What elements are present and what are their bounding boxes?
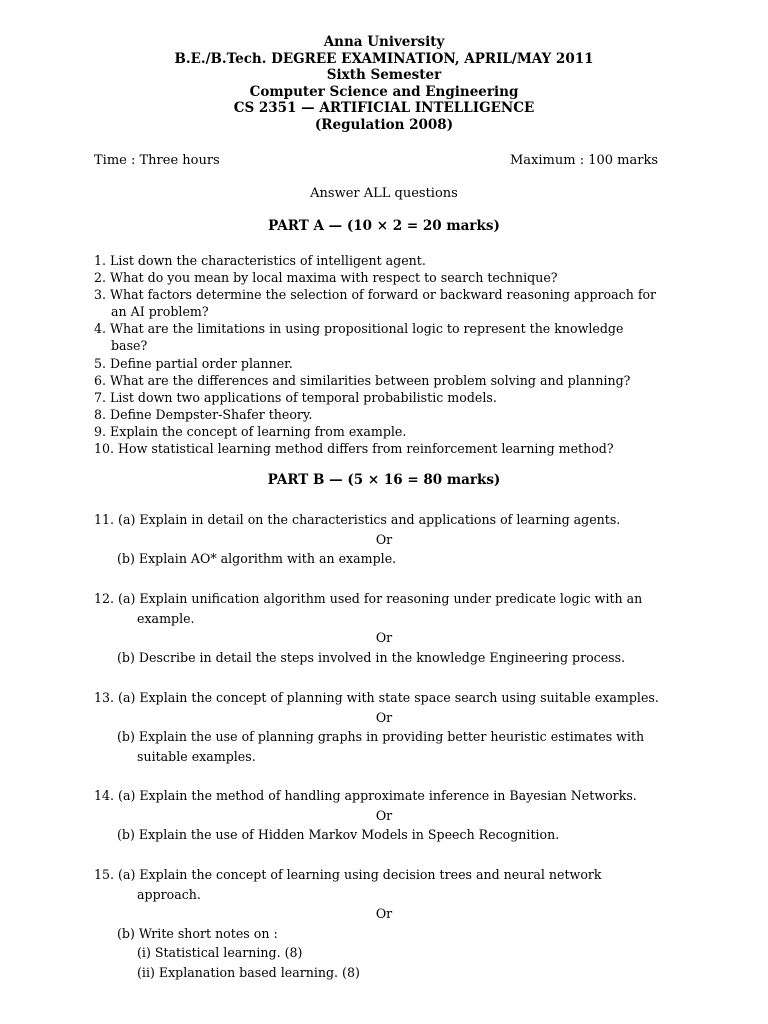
question-line: (b) Explain the use of Hidden Markov Models in Speech Recognition. (117, 827, 560, 842)
question-line: 5. Define partial order planner. (94, 355, 293, 371)
part-a-questions (94, 252, 694, 457)
question-line: 11. (a) Explain in detail on the characteristics and applications of learning agents. (94, 512, 621, 527)
question-line: 1. List down the characteristics of intelligent agent. (94, 253, 426, 268)
exam-header (0, 34, 768, 134)
question-line: (b) Explain the use of planning graphs in providing better heuristic estimates with (117, 729, 645, 744)
maximum-marks: Maximum : 100 marks (509, 153, 658, 168)
question-13 (0, 688, 768, 766)
part-a-title: PART A — (10 × 2 = 20 marks) (268, 218, 500, 234)
question-line: 9. Explain the concept of learning from example. (94, 423, 407, 439)
question-11 (0, 510, 768, 569)
semester: Sixth Semester (326, 67, 442, 84)
instruction: Answer ALL questions (310, 186, 458, 201)
question-line: an AI problem? (111, 304, 209, 320)
question-line: (ii) Explanation based learning. (8) (137, 964, 360, 980)
question-line: 12. (a) Explain unification algorithm used for reasoning under predicate logic with an (94, 591, 643, 606)
question-line: (b) Explain AO* algorithm with an example. (117, 551, 397, 566)
or-label: Or (375, 807, 393, 823)
or-label: Or (375, 630, 393, 645)
question-15 (0, 865, 768, 982)
or-label: Or (375, 906, 393, 921)
question-line: 3. What factors determine the selection of forward or backward reasoning approach for (94, 287, 657, 303)
or-label: Or (375, 531, 393, 547)
question-line: 10. How statistical learning method differs from reinforcement learning method? (94, 441, 614, 457)
question-line: 8. Define Dempster-Shafer theory. (94, 406, 313, 422)
time-allowed: Time : Three hours (94, 153, 220, 168)
part-b-title: PART B — (5 × 16 = 80 marks) (267, 472, 501, 488)
department: Computer Science and Engineering (249, 83, 519, 100)
question-line: suitable examples. (137, 748, 256, 764)
question-14 (0, 786, 768, 845)
question-line: example. (137, 610, 195, 626)
regulation: (Regulation 2008) (314, 116, 454, 133)
question-line: approach. (137, 886, 201, 902)
question-line: 15. (a) Explain the concept of learning using decision trees and neural network (94, 867, 602, 882)
question-line: 2. What do you mean by local maxima with respect to search technique? (94, 270, 558, 286)
question-line: 13. (a) Explain the concept of planning with state space search using suitable examples. (94, 690, 659, 705)
or-label: Or (375, 709, 393, 725)
question-line: 4. What are the limitations in using propositional logic to represent the knowledge (94, 321, 624, 337)
question-line: (b) Write short notes on : (117, 925, 278, 941)
question-line: 14. (a) Explain the method of handling approximate inference in Bayesian Networks. (94, 788, 637, 803)
question-line: (b) Describe in detail the steps involved in the knowledge Engineering process. (117, 649, 626, 665)
question-line: 7. List down two applications of temporal probabilistic models. (94, 389, 497, 405)
question-12 (0, 589, 768, 667)
exam-meta (94, 152, 658, 169)
university-name: Anna University (323, 34, 445, 50)
exam-title: B.E./B.Tech. DEGREE EXAMINATION, APRIL/MAY 2011 (174, 50, 594, 67)
question-line: base? (111, 338, 148, 354)
question-line: (i) Statistical learning. (8) (137, 945, 303, 960)
course-title: CS 2351 — ARTIFICIAL INTELLIGENCE (233, 100, 535, 117)
question-line: 6. What are the differences and similarities between problem solving and planning? (94, 372, 631, 388)
